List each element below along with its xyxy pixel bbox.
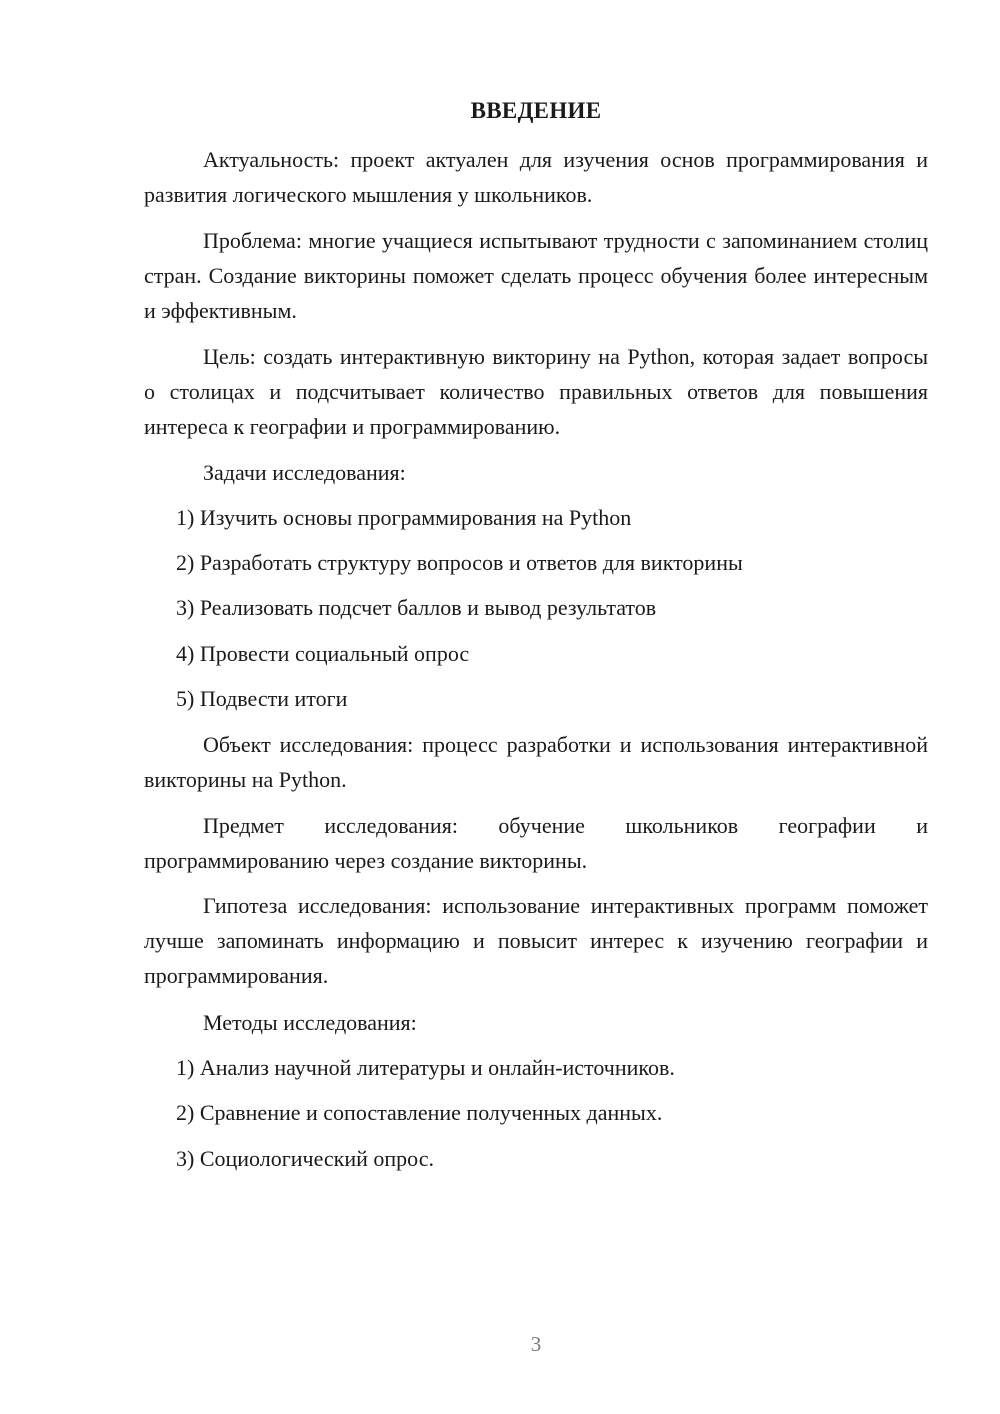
paragraph-problem: Проблема: многие учащиеся испытывают трудности с запоминанием столиц стран. Создание викторины поможет сделать процесс обучения более интересным и эффективным.	[144, 228, 928, 323]
paragraph-hypothesis: Гипотеза исследования: использование интерактивных программ поможет лучше запоминать информацию и повысит интерес к изучению географии и программирования.	[144, 893, 928, 988]
paragraph-goal: Цель: создать интерактивную викторину на Python, которая задает вопросы о столицах и подсчитывает количество правильных ответов для повышения интереса к географии и программированию.	[144, 344, 928, 439]
paragraph-subject: Предмет исследования: обучение школьников географии и программированию через создание викторины.	[144, 813, 928, 873]
method-item: 2) Сравнение и сопоставление полученных данных.	[176, 1100, 663, 1125]
page-number: 3	[530, 1332, 542, 1356]
tasks-heading: Задачи исследования:	[203, 460, 406, 485]
section-title: ВВЕДЕНИЕ	[470, 98, 602, 123]
task-item: 1) Изучить основы программирования на Python	[176, 505, 632, 530]
paragraph-object: Объект исследования: процесс разработки и использования интерактивной викторины на Python.	[144, 732, 928, 792]
task-item: 2) Разработать структуру вопросов и ответов для викторины	[176, 550, 743, 575]
methods-heading: Методы исследования:	[203, 1010, 417, 1035]
paragraph-relevance: Актуальность: проект актуален для изучения основ программирования и развития логического мышления у школьников.	[144, 147, 928, 207]
task-item: 4) Провести социальный опрос	[176, 641, 470, 666]
method-item: 3) Социологический опрос.	[176, 1146, 434, 1171]
task-item: 5) Подвести итоги	[176, 686, 348, 711]
method-item: 1) Анализ научной литературы и онлайн-источников.	[176, 1055, 675, 1080]
task-item: 3) Реализовать подсчет баллов и вывод результатов	[176, 595, 657, 620]
